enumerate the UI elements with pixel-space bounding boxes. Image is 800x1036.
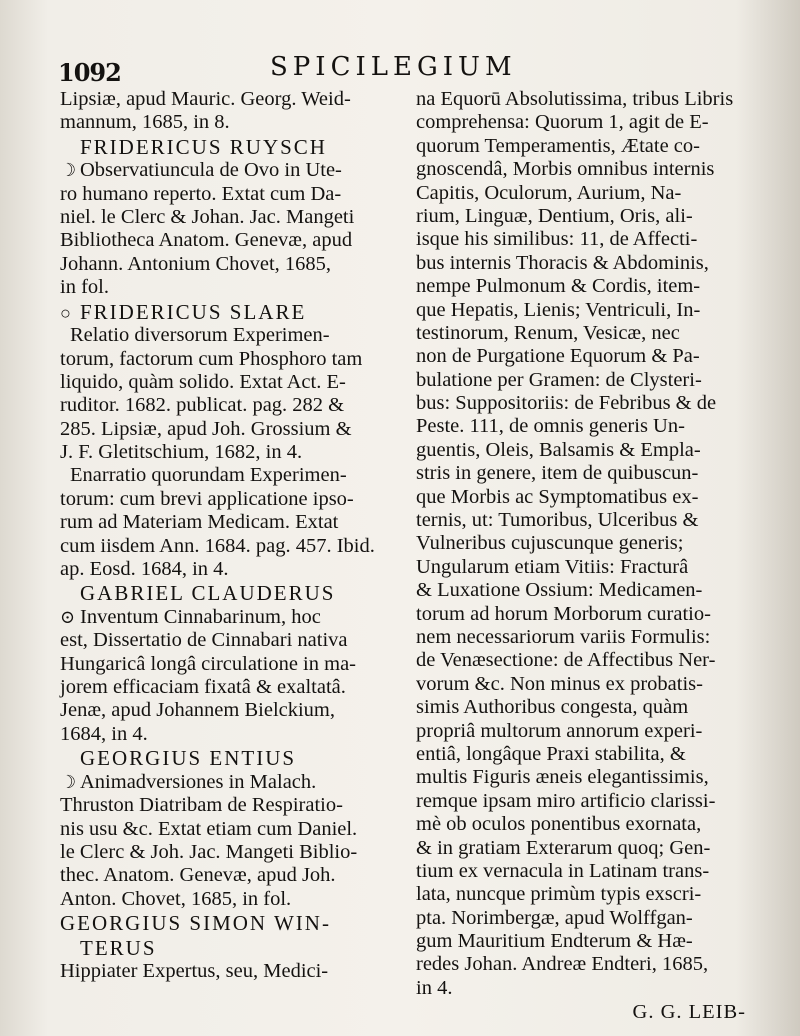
line-text: Animadversiones in Malach. [80,770,317,793]
text-line [416,182,746,205]
text-line [416,111,746,134]
line-text: vorum &c. Non minus ex probatis- [416,672,703,695]
text-line [60,464,396,487]
line-text: nis usu &c. Extat etiam cum Daniel. [60,817,358,840]
line-text: Vulneribus cujuscunque generis; [416,532,684,555]
line-text: testinorum, Renum, Vesicæ, nec [416,321,680,344]
line-text: liquido, quàm solido. Extat Act. E- [60,370,346,393]
line-text: na Equorū Absolutissima, tribus Libris [416,88,734,110]
text-line [416,766,746,789]
line-text: bus: Suppositoriis: de Febribus & de [416,392,717,415]
text-line [416,299,746,322]
author-heading [60,746,396,771]
text-line [416,790,746,813]
line-text: torum: cum brevi applicatione ipso- [60,487,354,510]
text-line [416,813,746,836]
text-line [416,696,746,719]
line-text: Jenæ, apud Johannem Bielckium, [60,699,335,722]
right-column [416,88,746,1023]
text-line [416,345,746,368]
text-line [60,960,396,983]
text-line [416,673,746,696]
line-text: mè ob oculos ponentibus exornata, [416,813,702,836]
text-line [416,649,746,672]
line-text: le Clerc & Joh. Jac. Mangeti Biblio- [60,840,358,863]
author-heading [60,936,396,961]
text-line [60,394,396,417]
text-line [60,864,396,887]
line-text: 285. Lipsiæ, apud Joh. Grossium & [60,417,352,440]
line-text: in 4. [416,976,453,999]
line-text: de Venæsectione: de Affectibus Ner- [416,649,716,672]
line-text: Peste. 111, de omnis generis Un- [416,415,685,438]
text-line [416,322,746,345]
line-text: Lipsiæ, apud Mauric. Georg. Weid- [60,88,351,110]
text-line [416,392,746,415]
text-line [60,253,396,276]
line-text: que Morbis ac Symptomatibus ex- [416,485,699,508]
text-line [60,629,396,652]
line-text: isque his similibus: 11, de Affecti- [416,228,698,251]
text-line [416,953,746,976]
text-line [60,111,396,134]
line-text: Johann. Antonium Chovet, 1685, [60,252,332,275]
line-text: remque ipsam miro artificio clarissi- [416,789,716,812]
heading-text: FRIDERICUS RUYSCH [80,134,327,159]
line-text: Thruston Diatribam de Respiratio- [60,794,343,817]
line-text: Observatiuncula de Ovo in Ute- [80,159,342,182]
line-text: & Luxatione Ossium: Medicamen- [416,579,703,602]
author-heading [60,135,396,160]
line-text: rium, Linguæ, Dentium, Oris, ali- [416,204,693,227]
page-header [58,52,758,90]
text-line [416,883,746,906]
text-line [416,743,746,766]
text-line [416,486,746,509]
line-text: est, Dissertatio de Cinnabari nativa [60,629,348,652]
line-text: J. F. Gletitschium, 1682, in 4. [60,441,303,464]
line-text: torum, factorum cum Phosphoro tam [60,347,363,370]
text-line [60,488,396,511]
line-text: thec. Anatom. Genevæ, apud Joh. [60,864,336,887]
astronomical-symbol-icon: ○ [60,302,73,323]
line-text: Hippiater Expertus, seu, Medici- [60,960,329,983]
text-line [60,276,396,299]
line-text: Enarratio quorundam Experimen- [70,464,347,487]
line-text: jorem efficaciam fixatâ & exaltatâ. [60,676,346,699]
line-text: Hungaricâ longâ circulatione in ma- [60,652,356,675]
text-line [416,369,746,392]
author-heading [60,581,396,606]
line-text: propriâ multorum annorum experi- [416,719,703,742]
text-line [416,228,746,251]
line-text: ternis, ut: Tumoribus, Ulceribus & [416,509,699,532]
astronomical-symbol-icon: ⊙ [60,606,76,627]
author-heading [60,300,396,325]
text-line [416,275,746,298]
line-text: niel. le Clerc & Johan. Jac. Mangeti [60,206,355,229]
catchword: G. G. LEIB- [632,1000,746,1023]
heading-text: TERUS [80,935,157,960]
page-number: 1092 [58,58,121,87]
text-line [60,841,396,864]
text-line [60,88,396,111]
text-line [60,723,396,746]
text-line [60,606,396,629]
text-line [60,794,396,817]
text-line [416,88,746,111]
line-text: ruditor. 1682. publicat. pag. 282 & [60,394,345,417]
text-line [416,837,746,860]
left-column [60,88,396,984]
text-line [60,818,396,841]
text-line [416,158,746,181]
line-text: guentis, Oleis, Balsamis & Empla- [416,438,701,461]
text-line [416,720,746,743]
text-line [60,653,396,676]
astronomical-symbol-icon: ☽ [60,160,77,181]
line-text: pta. Norimbergæ, apud Wolffgan- [416,906,693,929]
line-text: ap. Eosd. 1684, in 4. [60,558,229,581]
text-line [416,205,746,228]
line-text: quorum Temperamentis, Ætate co- [416,134,700,157]
text-line [416,415,746,438]
text-line [60,441,396,464]
text-line [416,907,746,930]
line-text: Anton. Chovet, 1685, in fol. [60,887,292,910]
line-text: ro humano reperto. Extat cum Da- [60,182,342,205]
text-line [416,579,746,602]
line-text: cum iisdem Ann. 1684. pag. 457. Ibid. [60,534,375,557]
line-text: nempe Pulmonum & Cordis, item- [416,275,701,298]
text-line [60,558,396,581]
text-line [416,930,746,953]
line-text: simis Authoribus congesta, quàm [416,696,689,719]
text-line [60,535,396,558]
text-line [60,348,396,371]
line-text: comprehensa: Quorum 1, agit de E- [416,111,709,134]
line-text: torum ad horum Morborum curatio- [416,602,711,625]
line-text: tium ex vernacula in Latinam trans- [416,859,710,882]
text-line [60,511,396,534]
line-text: non de Purgatione Equorum & Pa- [416,345,700,368]
line-text: bus internis Thoracis & Abdominis, [416,251,709,274]
text-line [416,509,746,532]
text-line [416,603,746,626]
text-line [60,324,396,347]
line-text: rum ad Materiam Medicam. Extat [60,511,339,534]
text-line [60,229,396,252]
text-line [60,183,396,206]
heading-text: GEORGIUS ENTIUS [80,746,297,771]
line-text: 1684, in 4. [60,722,148,745]
line-text: lata, nuncque primùm typis exscri- [416,883,702,906]
text-line [416,135,746,158]
line-text: entiâ, longâque Praxi stabilita, & [416,742,686,765]
text-line [416,860,746,883]
text-line [60,676,396,699]
text-line [416,532,746,555]
text-line [60,418,396,441]
text-line [416,556,746,579]
line-text: Bibliotheca Anatom. Genevæ, apud [60,229,353,252]
line-text: que Hepatis, Lienis; Ventriculi, In- [416,298,701,321]
text-line [60,771,396,794]
text-line [416,977,746,1000]
line-text: Capitis, Oculorum, Aurium, Na- [416,181,682,204]
astronomical-symbol-icon: ☽ [60,771,77,792]
line-text: mannum, 1685, in 8. [60,111,230,134]
text-line [60,699,396,722]
running-title: SPICILEGIUM [270,52,517,82]
text-line [60,206,396,229]
line-text: stris in genere, item de quibuscun- [416,462,699,485]
line-text: Inventum Cinnabarinum, hoc [80,605,321,628]
text-line [416,252,746,275]
author-heading [60,911,396,936]
text-line [416,626,746,649]
line-text: gum Mauritium Endterum & Hæ- [416,930,693,953]
line-text: nem necessariorum variis Formulis: [416,625,711,648]
text-line [416,462,746,485]
line-text: gnoscendâ, Morbis omnibus internis [416,158,715,181]
line-text: Ungularum etiam Vitiis: Fracturâ [416,555,689,578]
text-line [60,159,396,182]
line-text: bulatione per Gramen: de Clysteri- [416,368,702,391]
line-text: multis Figuris æneis elegantissimis, [416,766,709,789]
line-text: in fol. [60,276,109,299]
line-text: redes Johan. Andreæ Endteri, 1685, [416,953,709,976]
text-line [60,371,396,394]
line-text: & in gratiam Exterarum quoq; Gen- [416,836,711,859]
heading-text: GABRIEL CLAUDERUS [80,581,336,606]
text-line [60,888,396,911]
line-text: Relatio diversorum Experimen- [70,324,330,347]
heading-text: GEORGIUS SIMON WIN- [60,911,331,936]
heading-text: FRIDERICUS SLARE [80,299,307,324]
text-line [416,439,746,462]
